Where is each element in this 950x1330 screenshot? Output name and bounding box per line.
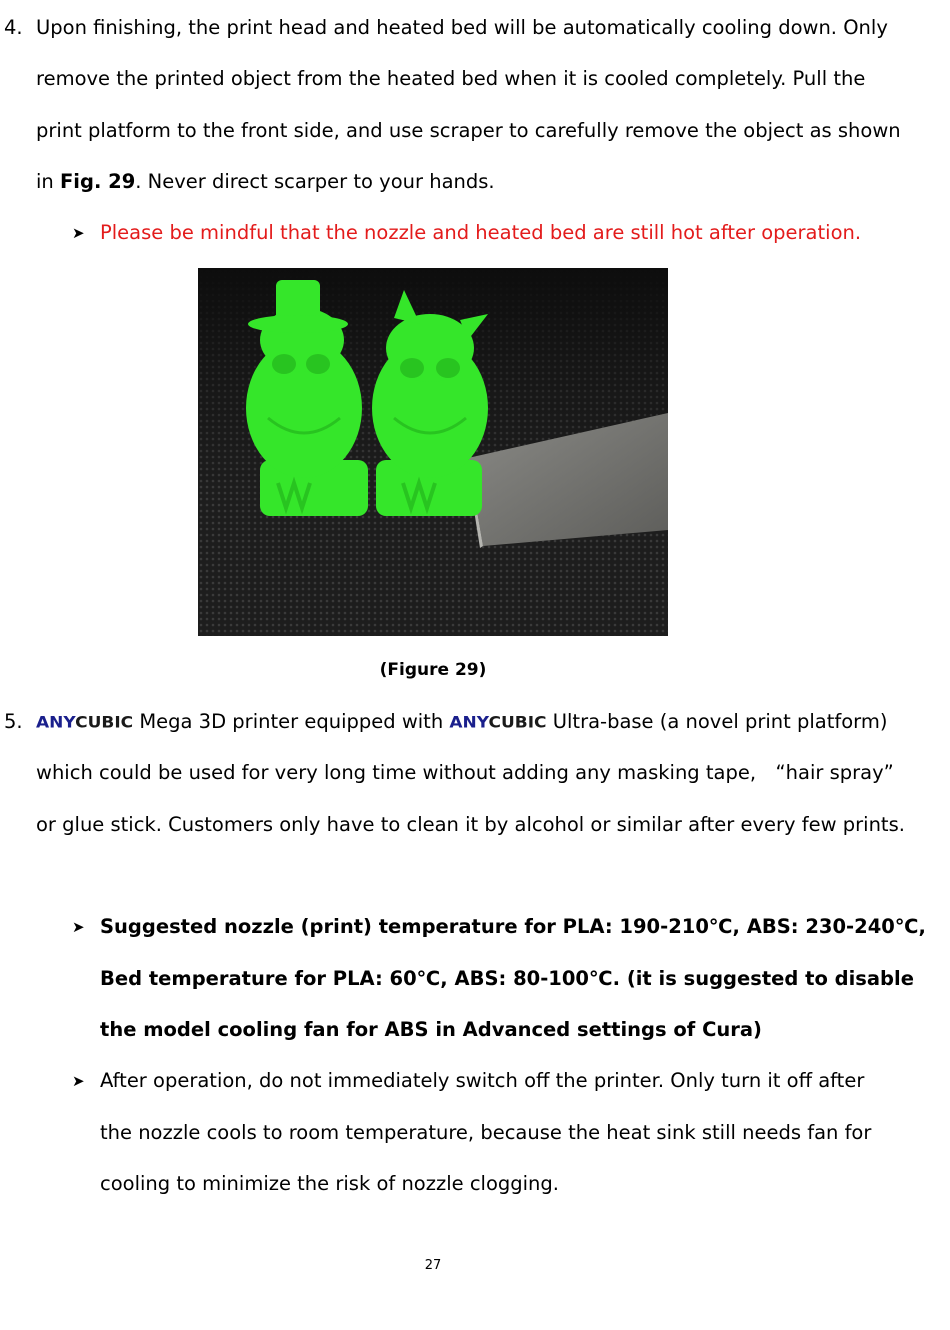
temp-bullet-line1: Suggested nozzle (print) temperature for PLA: 190-210℃, ABS: 230-240℃, — [100, 915, 926, 938]
item4-line2: remove the printed object from the heated bed when it is cooled completely. Pull the — [36, 67, 866, 90]
item4-line3: print platform to the front side, and use scraper to carefully remove the object as shown — [36, 119, 901, 142]
logo-part2: CUBIC — [488, 713, 547, 733]
operation-bullet-line3: cooling to minimize the risk of nozzle clogging. — [100, 1172, 559, 1195]
printed-owls-image — [198, 268, 668, 636]
arrow-bullet-icon: ➤ — [72, 918, 85, 936]
anycubic-logo — [449, 711, 546, 735]
temp-bullet-line3: the model cooling fan for ABS in Advanced settings of Cura) — [100, 1018, 762, 1041]
arrow-bullet-icon: ➤ — [72, 224, 85, 242]
figure-29-photo — [198, 268, 668, 636]
figure-reference: Fig. 29 — [59, 170, 136, 193]
item5-line2: which could be used for very long time without adding any masking tape, “hair spray” — [36, 761, 894, 784]
logo-part2: CUBIC — [75, 713, 134, 733]
arrow-bullet-icon: ➤ — [72, 1072, 85, 1090]
operation-bullet-line2: the nozzle cools to room temperature, because the heat sink still needs fan for — [100, 1121, 872, 1144]
logo-part1: ANY — [36, 713, 76, 733]
operation-bullet-line1: After operation, do not immediately switch off the printer. Only turn it off after — [100, 1069, 865, 1092]
item4-line4-post: . Never direct scarper to your hands. — [135, 170, 495, 193]
list-number-4: 4. — [4, 16, 23, 39]
list-number-5: 5. — [4, 710, 23, 733]
item5-line1-b: Ultra-base (a novel print platform) — [546, 710, 888, 733]
item5-line3: or glue stick. Customers only have to clean it by alcohol or similar after every few prints. — [36, 813, 905, 836]
item4-line4 — [36, 169, 495, 195]
item4-line1: Upon finishing, the print head and heated bed will be automatically cooling down. Only — [36, 16, 888, 39]
anycubic-logo — [36, 711, 133, 735]
page-number: 27 — [424, 1258, 442, 1273]
temp-bullet-line2: Bed temperature for PLA: 60℃, ABS: 80-100℃. (it is suggested to disable — [100, 967, 914, 990]
item5-line1 — [36, 709, 887, 736]
figure-caption: (Figure 29) — [379, 660, 487, 680]
logo-part1: ANY — [449, 713, 489, 733]
item5-line1-a: Mega 3D printer equipped with — [133, 710, 450, 733]
warning-text: Please be mindful that the nozzle and heated bed are still hot after operation. — [100, 221, 862, 244]
item4-line4-pre: in — [36, 170, 60, 193]
